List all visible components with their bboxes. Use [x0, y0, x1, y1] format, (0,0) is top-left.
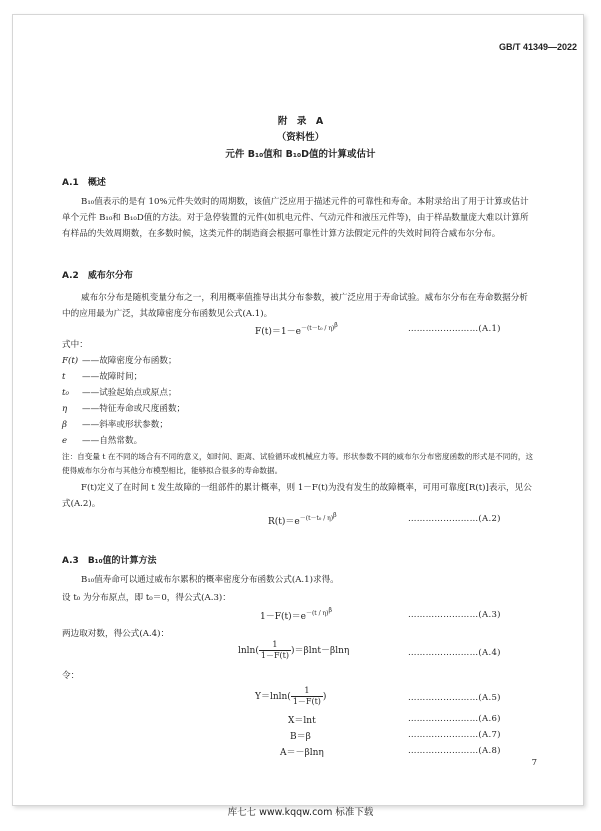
standard-number: GB/T 41349—2022 [498, 42, 577, 52]
section-a2-paragraph-2: F(t)定义了在时间 t 发生故障的一组部件的累计概率，则 1－F(t)为没有发生的故障概率，可用可靠度[R(t)]表示，见公式(A.2)。 [62, 483, 532, 509]
equation-a5: Y＝lnln( $\frac{1}{1-F(t)}$ ) [255, 686, 327, 706]
equation-a6-number: ……………………(A.6) [408, 714, 501, 724]
equation-a2: $R(t)=e^{-(t-t_0 / \eta)^\beta}$ [268, 512, 337, 527]
annex-subtitle: 元件 B₁₀值和 B₁₀D值的计算或估计 [225, 149, 376, 160]
equation-a1-number: ……………………(A.1) [408, 324, 501, 334]
definition-item: t ——故障时间； [62, 372, 143, 382]
annex-title: 附 录 A [277, 116, 324, 127]
definition-item: η ——特征寿命或尺度函数； [62, 404, 186, 414]
where-label: 式中： [62, 340, 88, 350]
annex-type: （资料性） [276, 132, 325, 143]
definition-item: t₀ ——试验起始点或原点； [62, 388, 177, 398]
equation-a2-number: ……………………(A.2) [408, 514, 501, 524]
equation-a3: $1-F(t)=e^{-(t / \eta)^\beta}$ [260, 607, 332, 622]
note-paragraph: 注：自变量 t 在不同的场合有不同的意义，如时间、距离、试验循环或机械应力等。形状参数不同的威布尔分布密度函数的形式是不同的，这使得威布尔分布与其他分布模型相比，能够拟合很多的寿命数据。 [62, 452, 534, 475]
section-a3-paragraph-2: 设 t₀ 为分布原点，即 t₀＝0，得公式(A.3)： [62, 593, 231, 603]
section-a1-paragraph: B₁₀值表示的是有 10%元件失效时的周期数，该值广泛应用于描述元件的可靠性和寿命。本附录给出了用于计算或估计单个元件 B₁₀和 B₁₀D值的方法。对于急停装置的元件(如机电元件、气动元件和液压元件等)，由于样品数量庞大难以计算所有样品的失效周期数，在多数时候，这类元件的制造商会根据可靠性计算方法假定元件的失效时间符合威布尔分布。 [62, 197, 529, 239]
equation-a8: A＝－βlnη [280, 748, 324, 758]
equation-a8-number: ……………………(A.8) [408, 746, 501, 756]
site-footer: 库七七 www.kqqw.com 标准下载 [227, 807, 374, 818]
equation-a7-number: ……………………(A.7) [408, 730, 501, 740]
equation-a4: lnln( $\frac{1}{1-F(t)}$ )＝βlnt－βlnη [238, 640, 350, 660]
let-label: 令： [62, 671, 80, 681]
section-a2-paragraph: 威布尔分布是随机变量分布之一，利用概率值推导出其分布参数，被广泛应用于寿命试验。威布尔分布在寿命数据分析中的应用最为广泛，其故障密度分布函数见公式(A.1)。 [62, 293, 528, 319]
section-a3-heading: A.3 B₁₀值的计算方法 [62, 556, 157, 566]
definition-item: e ——自然常数。 [62, 436, 143, 446]
equation-a5-number: ……………………(A.5) [408, 693, 501, 703]
equation-a6: X＝lnt [288, 716, 316, 726]
equation-a3-number: ……………………(A.3) [408, 610, 501, 620]
section-a3-paragraph-1: B₁₀值寿命可以通过威布尔累积的概率密度分布函数公式(A.1)求得。 [81, 575, 339, 585]
page-number: 7 [531, 758, 537, 768]
section-a1-heading: A.1 概述 [62, 178, 106, 188]
equation-a1: $F(t)=1-e^{-(t-t_0 / \eta)^\beta}$ [255, 322, 338, 337]
equation-a7: B＝β [290, 732, 311, 742]
definition-item: F(t) ——故障密度分布函数； [62, 356, 177, 366]
section-a2-heading: A.2 威布尔分布 [62, 271, 133, 281]
definition-item: β ——斜率或形状参数； [62, 420, 168, 430]
section-a3-paragraph-3: 两边取对数，得公式(A.4)： [62, 629, 170, 639]
equation-a4-number: ……………………(A.4) [408, 648, 501, 658]
